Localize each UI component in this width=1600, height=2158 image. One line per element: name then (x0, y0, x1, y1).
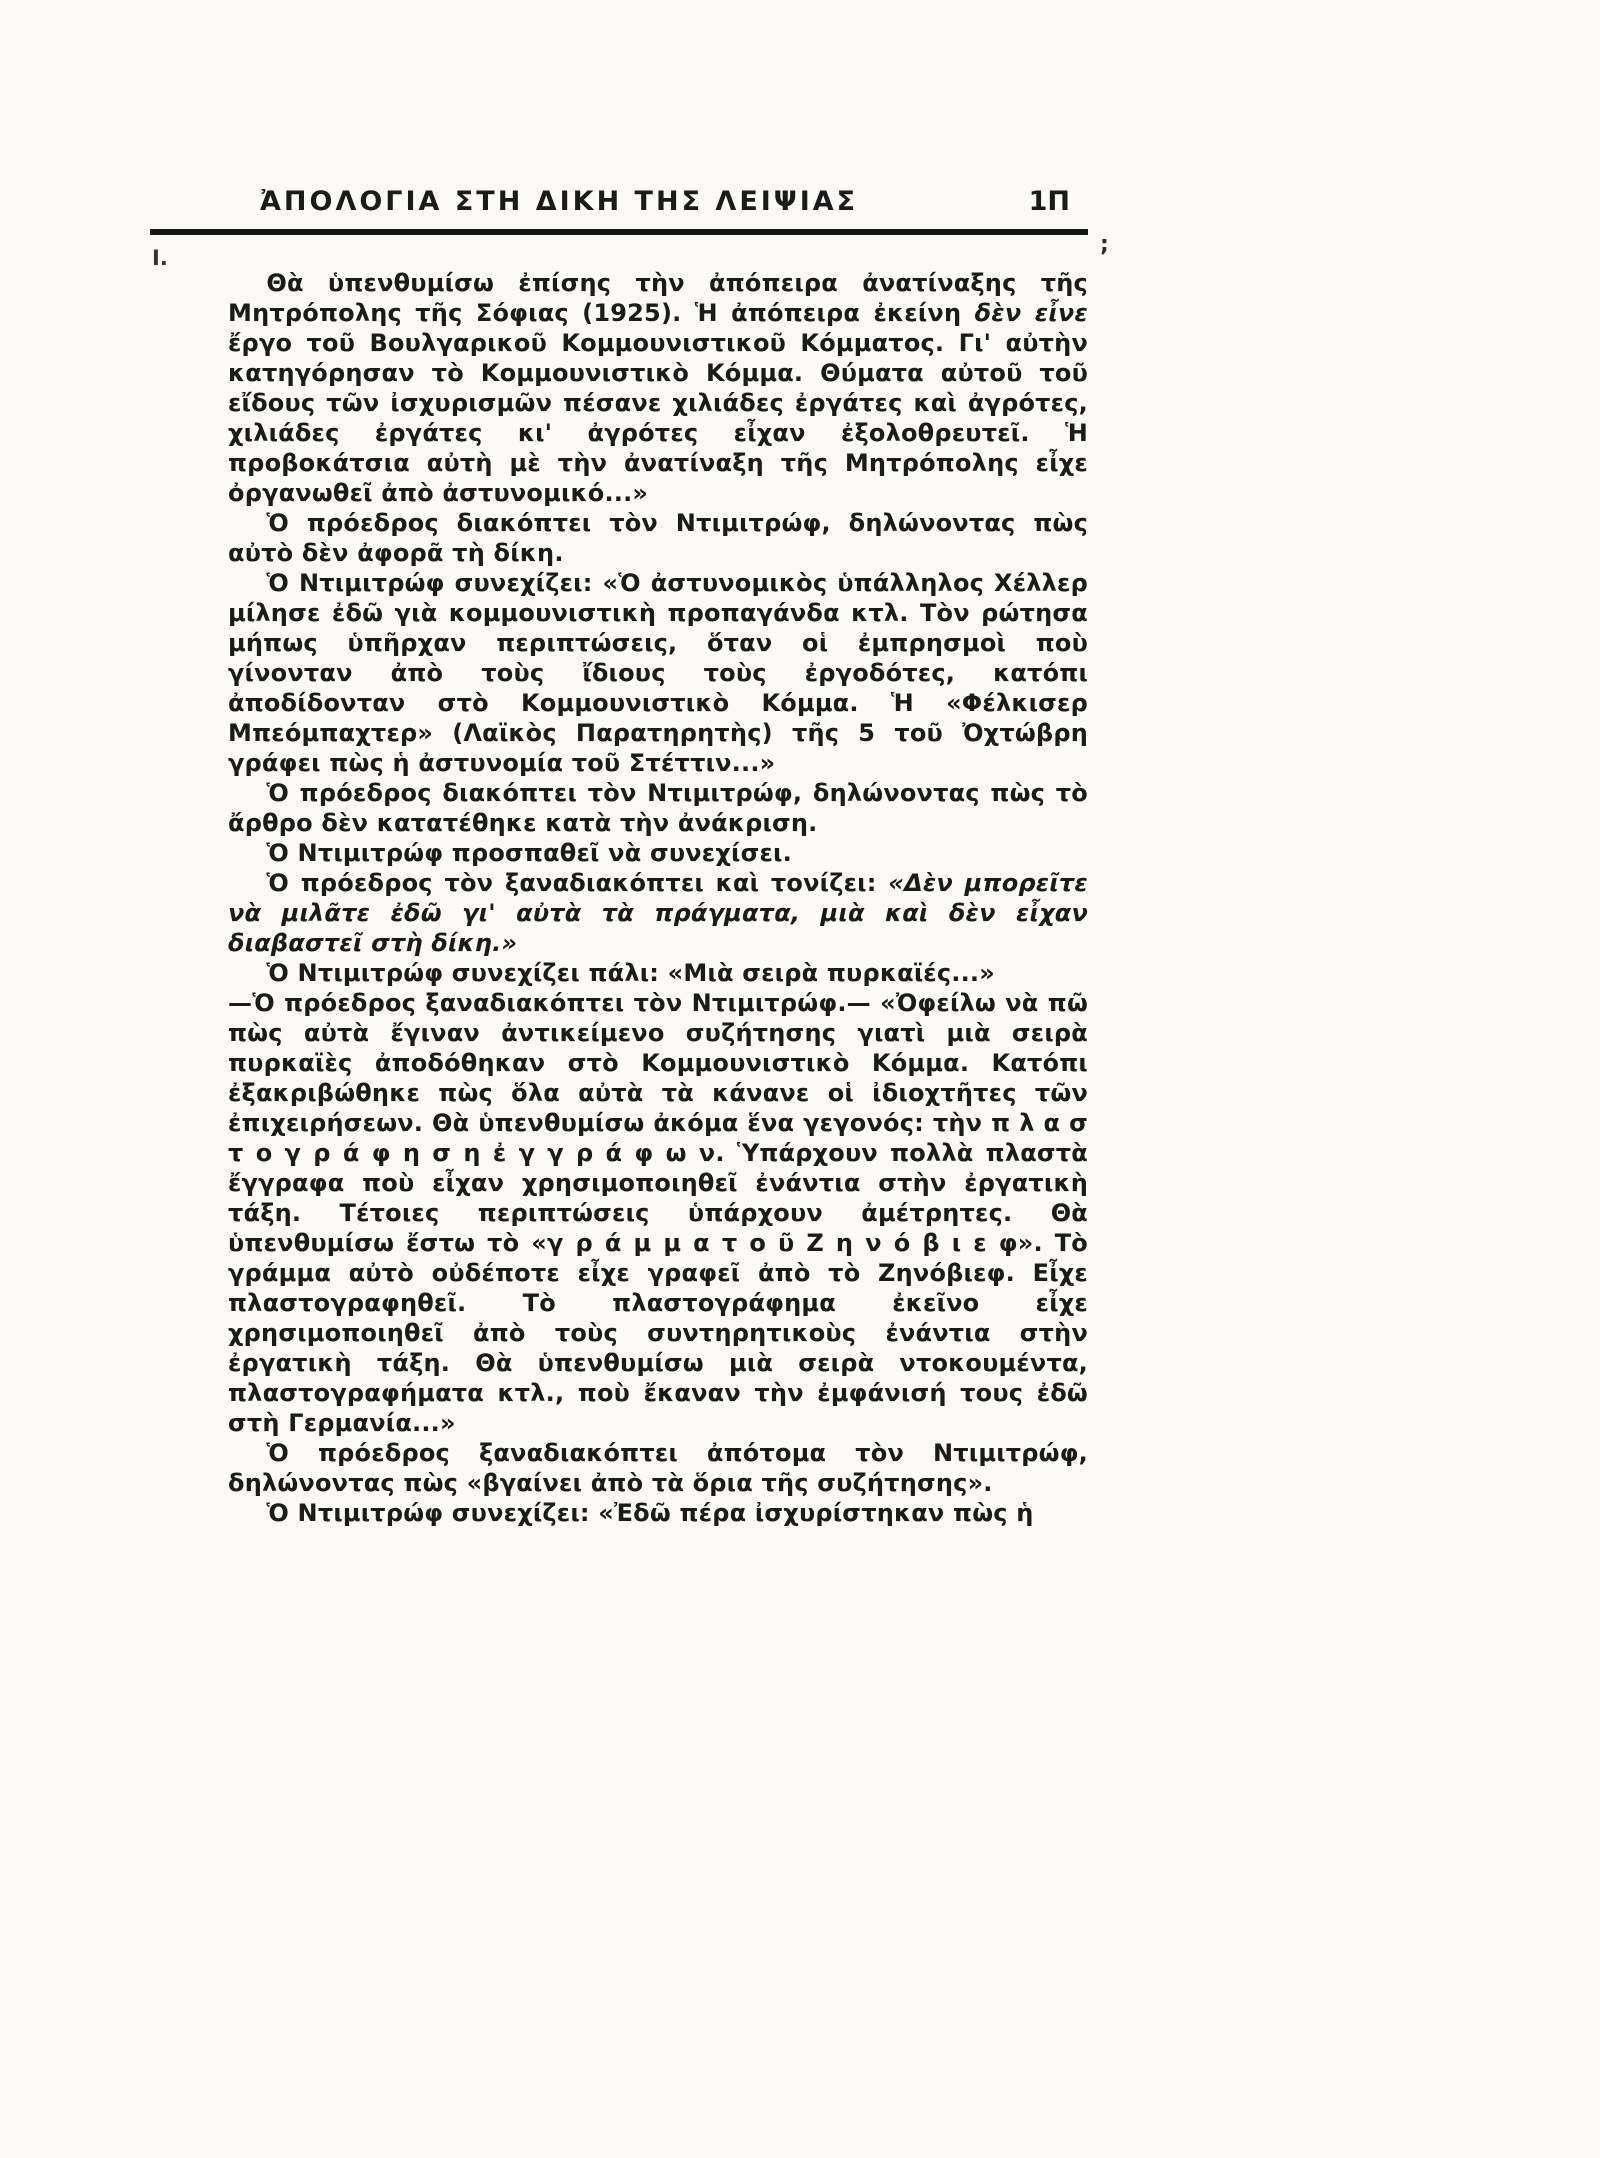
body-text: —Ὁ πρόεδρος ξαναδιακόπτει τὸν Ντιμιτρώφ.— «Ὀφείλω νὰ πῶ πὼς αὐτὰ ἔγιναν ἀντικείμενο συζήτησης γιατὶ μιὰ σειρὰ πυρκαϊὲς ἀποδόθηκαν στὸ Κομμουνιστικὸ Κόμμα. Κατόπι ἐξακριβώθηκε πὼς ὅλα αὐτὰ τὰ κάνανε οἱ ἰδιοχτῆτες τῶν ἐπιχειρήσεων. Θὰ ὑπενθυμίσω ἀκόμα ἕνα γεγονός: τὴν π λ α σ τ ο γ ρ ά φ η σ η ἐ γ γ ρ ά φ ω ν. Ὑπάρχουν πολλὰ πλαστὰ ἔγγραφα ποὺ εἶχαν χρησιμοποιηθεῖ ἐνάντια στὴν ἐργατικὴ τάξη. Τέτοιες περιπτώσεις ὑπάρχουν ἀμέτρητες. Θὰ ὑπενθυμίσω ἔστω τὸ «γ ρ ά μ μ α τ ο ῦ Ζ η ν ό β ι ε φ». Τὸ γράμμα αὐτὸ οὐδέποτε εἶχε γραφεῖ ἀπὸ τὸ Ζηνόβιεφ. Εἶχε πλαστογραφηθεῖ. Τὸ πλαστογράφημα ἐκεῖνο εἶχε χρησιμοποιηθεῖ ἀπὸ τοὺς συντηρητικοὺς ἐνάντια στὴν ἐργατικὴ τάξη. Θὰ ὑπενθυμίσω μιὰ σειρὰ ντοκουμέντα, πλαστογραφήματα κτλ., ποὺ ἔκαναν τὴν ἐμφάνισή τους ἐδῶ στὴ Γερμανία...» (228, 989, 1088, 1437)
paragraph (228, 868, 1088, 958)
body-text: Θὰ ὑπενθυμίσω ἐπίσης τὴν ἀπόπειρα ἀνατίναξης τῆς Μητρόπολης τῆς Σόφιας (1925). Ἡ ἀπόπειρα ἐκείνη (228, 269, 1088, 327)
page-header (150, 186, 1088, 235)
paragraph (228, 268, 1088, 508)
emphasis-text: δὲν εἶνε (974, 299, 1088, 327)
paragraph (228, 778, 1088, 838)
body-text: Ὁ πρόεδρος διακόπτει τὸν Ντιμιτρώφ, δηλώνοντας πὼς τὸ ἄρθρο δὲν κατατέθηκε κατὰ τὴν ἀνάκριση. (228, 779, 1088, 837)
page-number: 1Π (1028, 186, 1070, 217)
paragraph (228, 958, 1088, 988)
margin-mark: Ι. (152, 246, 168, 270)
body-text: Ὁ Ντιμιτρώφ συνεχίζει πάλι: «Μιὰ σειρὰ πυρκαϊές...» (266, 959, 995, 987)
paragraph (228, 508, 1088, 568)
document-body (228, 268, 1088, 1528)
page-title: ἈΠΟΛΟΓΙΑ ΣΤΗ ΔΙΚΗ ΤΗΣ ΛΕΙΨΙΑΣ (260, 186, 859, 217)
body-text: ἔργο τοῦ Βουλγαρικοῦ Κομμουνιστικοῦ Κόμματος. Γι' αὐτὴν κατηγόρησαν τὸ Κομμουνιστικὸ Κόμμα. Θύματα αὐτοῦ τοῦ εἴδους τῶν ἰσχυρισμῶν πέσανε χιλιάδες ἐργάτες καὶ ἀγρότες, χιλιάδες ἐργάτες κι' ἀγρότες εἶχαν ἐξολοθρευτεῖ. Ἡ προβοκάτσια αὐτὴ μὲ τὴν ἀνατίναξη τῆς Μητρόπολης εἶχε ὀργανωθεῖ ἀπὸ ἀστυνομικό...» (228, 329, 1088, 507)
paragraph (228, 988, 1088, 1438)
paragraph (228, 1498, 1088, 1528)
body-text: Ὁ Ντιμιτρώφ προσπαθεῖ νὰ συνεχίσει. (266, 839, 792, 867)
body-text: Ὁ πρόεδρος διακόπτει τὸν Ντιμιτρώφ, δηλώνοντας πὼς αὐτὸ δὲν ἀφορᾶ τὴ δίκη. (228, 509, 1088, 567)
paragraph (228, 838, 1088, 868)
paragraph (228, 1438, 1088, 1498)
body-text: Ὁ πρόεδρος ξαναδιακόπτει ἀπότομα τὸν Ντιμιτρώφ, δηλώνοντας πὼς «βγαίνει ἀπὸ τὰ ὅρια τῆς συζήτησης». (228, 1439, 1088, 1497)
body-text: Ὁ Ντιμιτρώφ συνεχίζει: «Ἐδῶ πέρα ἰσχυρίστηκαν πὼς ἡ (266, 1499, 1034, 1527)
paragraph (228, 568, 1088, 778)
print-artifact: ; (1100, 232, 1109, 257)
body-text: Ὁ Ντιμιτρώφ συνεχίζει: «Ὁ ἀστυνομικὸς ὑπάλληλος Χέλλερ μίλησε ἐδῶ γιὰ κομμουνιστικὴ προπαγάνδα κτλ. Τὸν ρώτησα μήπως ὑπῆρχαν περιπτώσεις, ὅταν οἱ ἐμπρησμοὶ ποὺ γίνονταν ἀπὸ τοὺς ἴδιους τοὺς ἐργοδότες, κατόπι ἀποδίδονταν στὸ Κομμουνιστικὸ Κόμμα. Ἡ «Φέλκισερ Μπεόμπαχτερ» (Λαϊκὸς Παρατηρητὴς) τῆς 5 τοῦ Ὀχτώβρη γράφει πὼς ἡ ἀστυνομία τοῦ Στέττιν...» (228, 569, 1088, 777)
emphasis-text: «Δὲν μπορεῖτε νὰ μιλᾶτε ἐδῶ γι' αὐτὰ τὰ πράγματα, μιὰ καὶ δὲν εἶχαν διαβαστεῖ στὴ δίκη.» (228, 869, 1088, 957)
body-text: Ὁ πρόεδρος τὸν ξαναδιακόπτει καὶ τονίζει: (266, 869, 889, 897)
